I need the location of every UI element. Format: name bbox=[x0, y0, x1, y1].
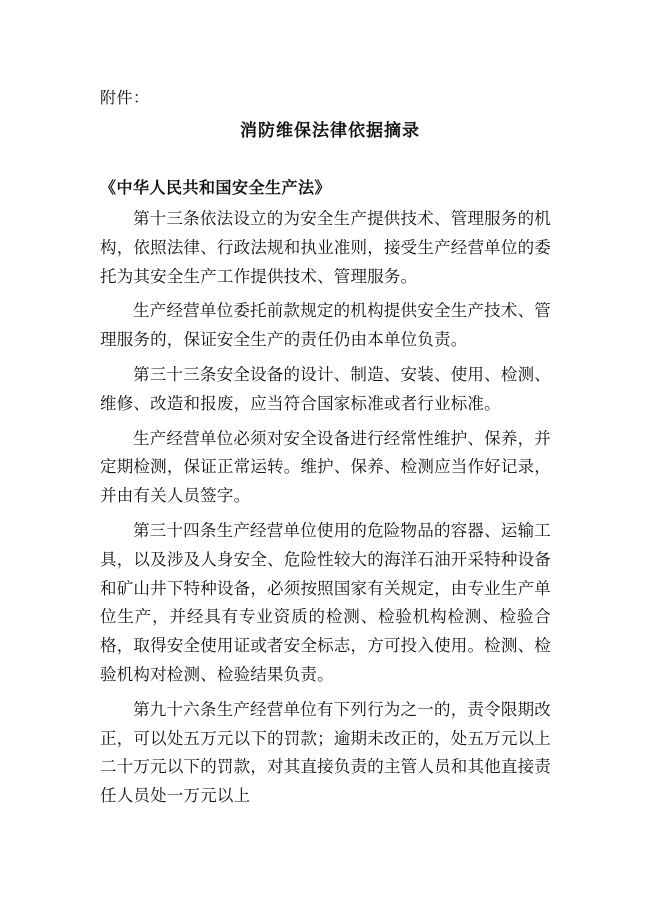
paragraph-article-13: 第十三条依法设立的为安全生产提供技术、管理服务的机构，依照法律、行政法规和执业准则，接受生产经营单位的委托为其安全生产工作提供技术、管理服务。 bbox=[100, 209, 551, 286]
paragraph-article-96: 第九十六条生产经营单位有下列行为之一的，责令限期改正，可以处五万元以下的罚款；逾期未改正的，处五万元以上二十万元以下的罚款，对其直接负责的主管人员和其他直接责任人员处一万元以上 bbox=[100, 699, 551, 806]
attachment-label: 附件： bbox=[100, 88, 150, 107]
paragraph-article-34: 第三十四条生产经营单位使用的危险物品的容器、运输工具，以及涉及人身安全、危险性较大的海洋石油开采特种设备和矿山井下特种设备，必须按照国家有关规定，由专业生产单位生产，并经具有专业资质的检测、检验机构检测、检验合格，取得安全使用证或者安全标志，方可投入使用。检测、检验机构对检测、检验结果负责。 bbox=[100, 520, 551, 684]
document-body bbox=[100, 205, 551, 817]
law-title: 《中华人民共和国安全生产法》 bbox=[100, 178, 332, 197]
document-title: 消防维保法律依据摘录 bbox=[240, 121, 420, 141]
paragraph-article-13-clause-2: 生产经营单位委托前款规定的机构提供安全生产技术、管理服务的，保证安全生产的责任仍由本单位负责。 bbox=[100, 301, 551, 350]
paragraph-article-33: 第三十三条安全设备的设计、制造、安装、使用、检测、维修、改造和报废，应当符合国家标准或者行业标准。 bbox=[100, 364, 551, 413]
paragraph-article-33-clause-2: 生产经营单位必须对安全设备进行经常性维护、保养，并定期检测，保证正常运转。维护、保养、检测应当作好记录，并由有关人员签字。 bbox=[100, 428, 551, 506]
